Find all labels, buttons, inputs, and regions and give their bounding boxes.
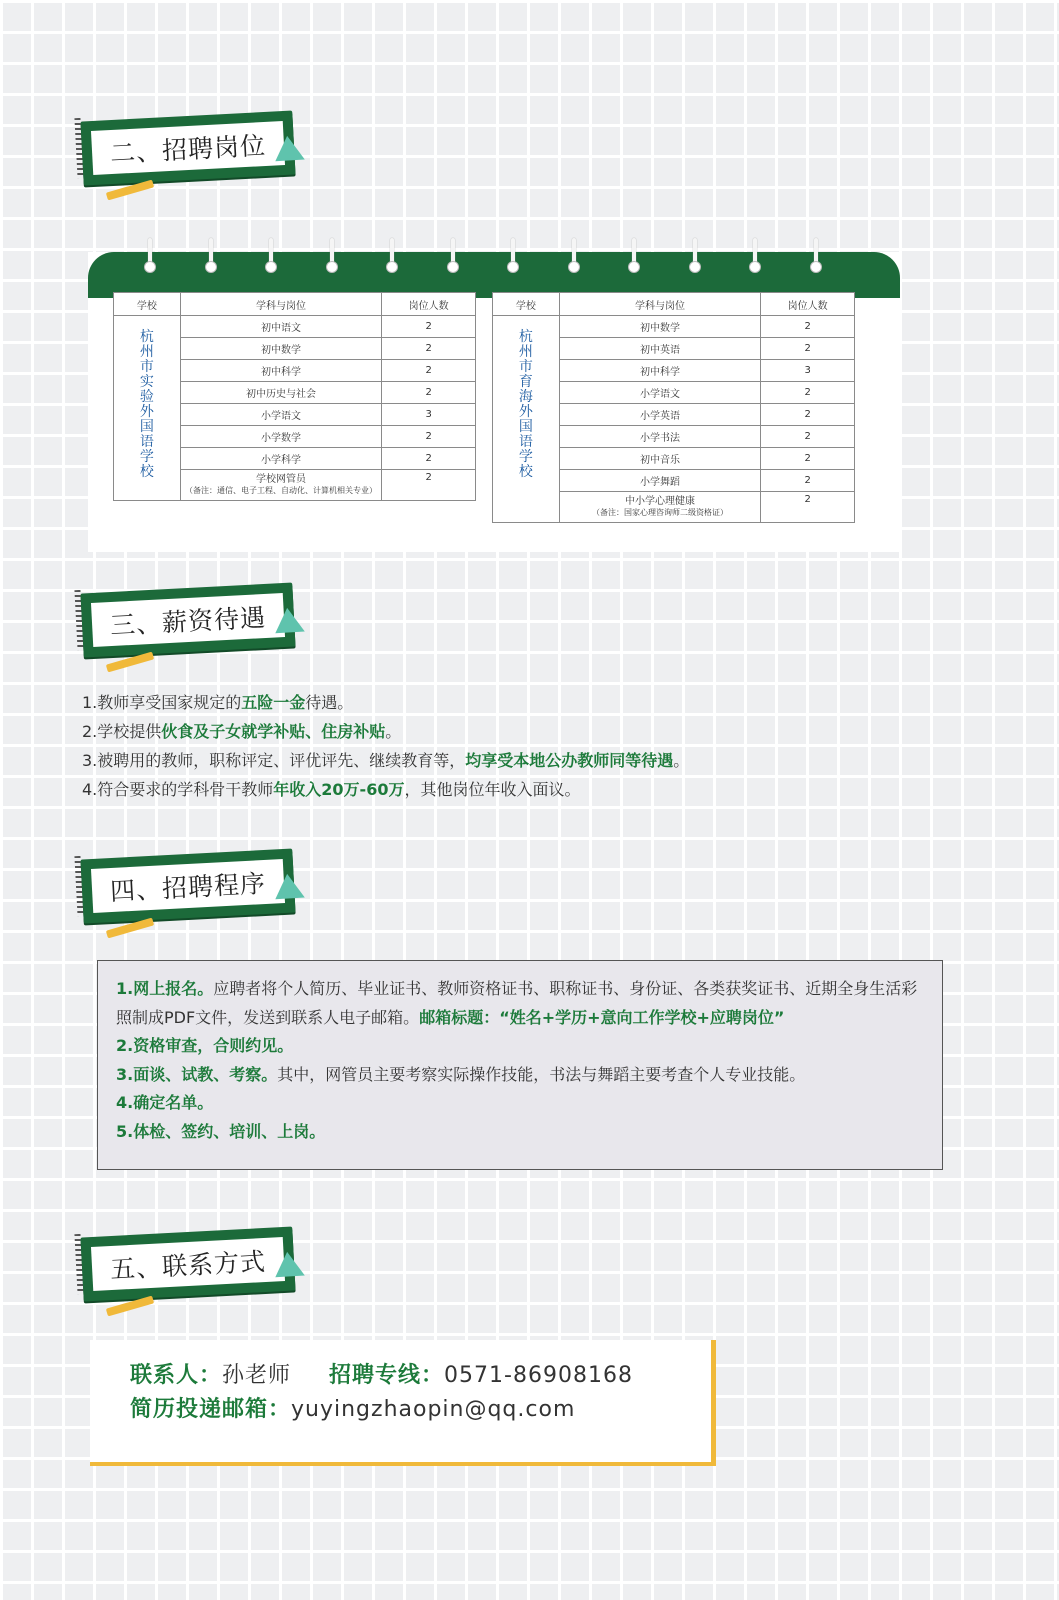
contact-person-label: 联系人： xyxy=(130,1363,223,1388)
section-title: 二、招聘岗位 xyxy=(109,130,267,169)
count-cell: 2 xyxy=(382,360,476,382)
ring-binding-icon xyxy=(327,238,337,274)
table-header: 学科与岗位 xyxy=(180,293,381,316)
count-cell: 2 xyxy=(382,448,476,470)
subject-cell: 小学语文 xyxy=(180,404,381,426)
section-title: 五、联系方式 xyxy=(109,1246,267,1285)
ring-binding-icon xyxy=(206,238,216,274)
subject-cell: 初中科学 xyxy=(559,360,760,382)
school-name: 杭州市实验外国语学校 xyxy=(114,316,181,501)
subject-cell: 小学语文 xyxy=(559,382,760,404)
subject-cell: 小学数学 xyxy=(180,426,381,448)
section-header-contact xyxy=(80,1224,320,1324)
ring-binding-icon xyxy=(508,238,518,274)
email-label: 简历投递邮箱： xyxy=(130,1397,292,1422)
subject-cell: 初中数学 xyxy=(180,338,381,360)
subject-cell: 初中数学 xyxy=(559,316,760,338)
subject-cell: 初中英语 xyxy=(559,338,760,360)
table-row xyxy=(493,316,855,338)
section-title: 三、薪资待遇 xyxy=(109,602,267,641)
benefit-item: 4.符合要求的学科骨干教师年收入20万-60万，其他岗位年收入面议。 xyxy=(82,780,581,799)
contact-line xyxy=(130,1392,575,1423)
ring-binding-icon xyxy=(387,238,397,274)
ring-binding-icon xyxy=(629,238,639,274)
subject-cell: 中小学心理健康 （备注：国家心理咨询师二级资格证） xyxy=(559,492,760,523)
table-row xyxy=(114,316,476,338)
email-address[interactable]: yuyingzhaopin@qq.com xyxy=(291,1397,576,1422)
school-name: 杭州市育海外国语学校 xyxy=(493,316,560,523)
procedure-step: 3.面谈、试教、考察。其中，网管员主要考察实际操作技能，书法与舞蹈主要考查个人专业技能。 xyxy=(116,1064,806,1084)
count-cell: 3 xyxy=(382,404,476,426)
table-header: 岗位人数 xyxy=(382,293,476,316)
hotline-label: 招聘专线： xyxy=(329,1363,445,1388)
count-cell: 2 xyxy=(761,338,855,360)
subject-cell: 初中科学 xyxy=(180,360,381,382)
count-cell: 2 xyxy=(761,382,855,404)
subject-cell: 小学舞蹈 xyxy=(559,470,760,492)
benefit-item: 1.教师享受国家规定的五险一金待遇。 xyxy=(82,693,354,712)
subject-cell: 小学科学 xyxy=(180,448,381,470)
count-cell: 2 xyxy=(761,470,855,492)
positions-table-1 xyxy=(113,292,476,501)
ring-binding-icon xyxy=(690,238,700,274)
contact-card xyxy=(90,1340,716,1466)
ring-binding-icon xyxy=(750,238,760,274)
section-header-salary xyxy=(80,580,320,680)
benefit-item: 3.被聘用的教师，职称评定、评优评先、继续教育等，均享受本地公办教师同等待遇。 xyxy=(82,751,690,770)
card-edge xyxy=(711,1340,716,1462)
section-header-positions xyxy=(80,108,320,208)
table-header: 学校 xyxy=(493,293,560,316)
ring-binding-icon xyxy=(145,238,155,274)
hotline-number[interactable]: 0571-86908168 xyxy=(444,1363,633,1388)
count-cell: 2 xyxy=(382,382,476,404)
section-title: 四、招聘程序 xyxy=(109,868,267,907)
subject-cell: 初中历史与社会 xyxy=(180,382,381,404)
benefit-item: 2.学校提供伙食及子女就学补贴、住房补贴。 xyxy=(82,722,402,741)
procedure-step: 5.体检、签约、培训、上岗。 xyxy=(116,1121,326,1141)
subject-cell: 小学英语 xyxy=(559,404,760,426)
contact-person: 孙老师 xyxy=(222,1363,292,1388)
count-cell: 2 xyxy=(382,470,476,501)
count-cell: 2 xyxy=(761,316,855,338)
count-cell: 2 xyxy=(382,316,476,338)
count-cell: 2 xyxy=(761,404,855,426)
procedure-step: 2.资格审查，合则约见。 xyxy=(116,1036,294,1055)
ring-binding-icon xyxy=(266,238,276,274)
count-cell: 2 xyxy=(761,426,855,448)
table-header: 学校 xyxy=(114,293,181,316)
benefits-list xyxy=(82,688,689,804)
table-header: 学科与岗位 xyxy=(559,293,760,316)
subject-cell: 学校网管员 （备注：通信、电子工程、自动化、计算机相关专业） xyxy=(180,470,381,501)
ring-binding-icon xyxy=(448,238,458,274)
procedure-box xyxy=(97,960,943,1170)
procedure-step: 4.确定名单。 xyxy=(116,1093,214,1112)
procedure-step: 1.网上报名。应聘者将个人简历、毕业证书、教师资格证书、职称证书、身份证、各类获奖证书、近期全身生活彩照制成PDF文件，发送到联系人电子邮箱。邮箱标题：“姓名+学历+意向工作学校+应聘岗位” xyxy=(116,979,918,1027)
count-cell: 2 xyxy=(382,338,476,360)
section-header-procedure xyxy=(80,846,320,946)
positions-table-2 xyxy=(492,292,855,523)
contact-line xyxy=(130,1358,633,1389)
ring-binding-icon xyxy=(569,238,579,274)
count-cell: 2 xyxy=(761,448,855,470)
ring-binding-icon xyxy=(811,238,821,274)
table-header: 岗位人数 xyxy=(761,293,855,316)
subject-cell: 初中音乐 xyxy=(559,448,760,470)
subject-cell: 小学书法 xyxy=(559,426,760,448)
count-cell: 3 xyxy=(761,360,855,382)
subject-cell: 初中语文 xyxy=(180,316,381,338)
count-cell: 2 xyxy=(382,426,476,448)
count-cell: 2 xyxy=(761,492,855,523)
